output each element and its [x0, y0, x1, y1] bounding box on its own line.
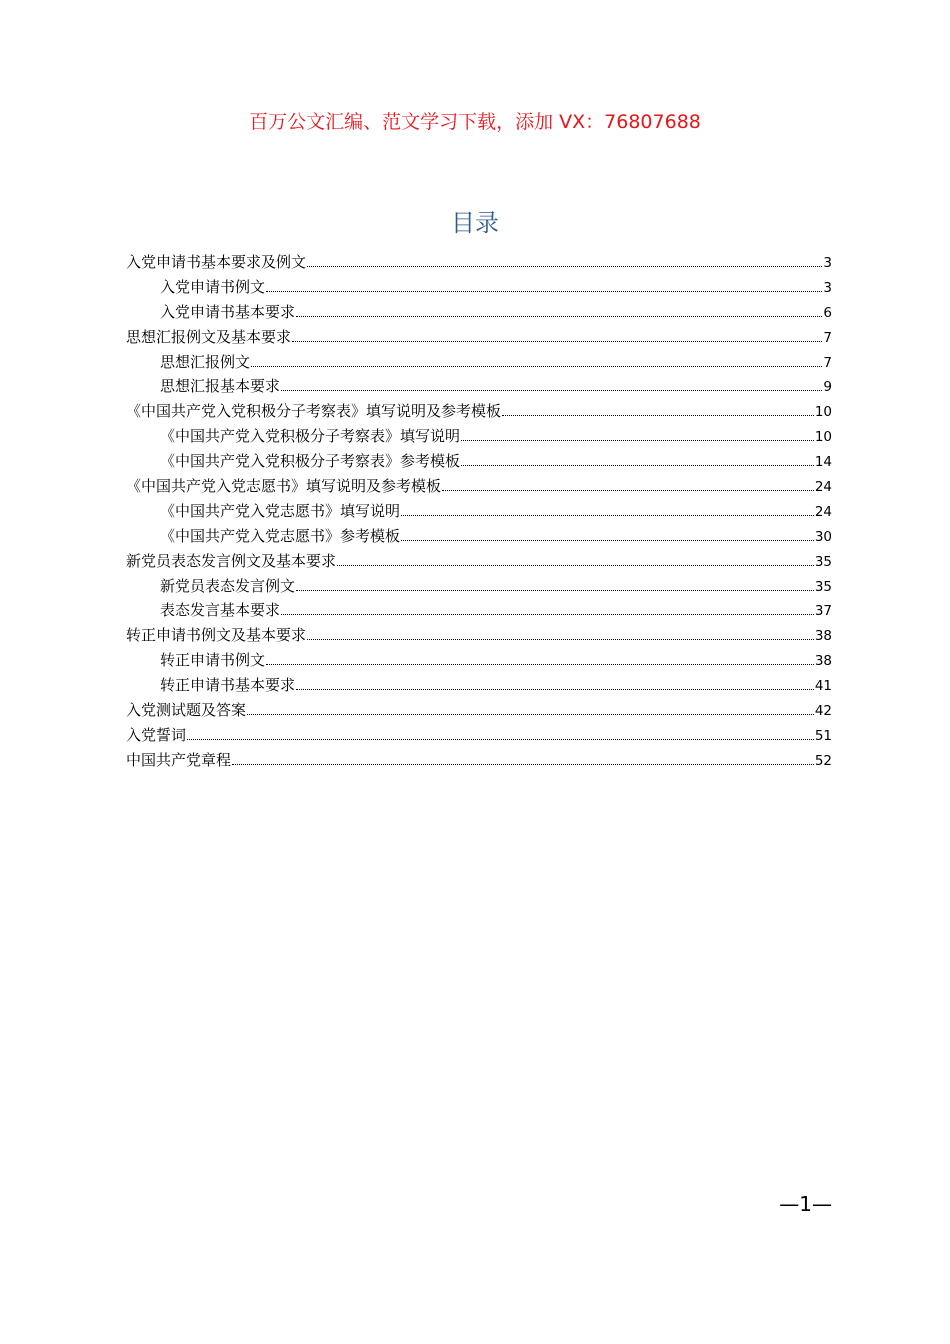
toc-entry-text: 入党申请书基本要求及例文	[126, 253, 307, 271]
toc-entry-text: 转正申请书基本要求	[160, 676, 296, 695]
toc-dot-leader	[292, 340, 822, 342]
toc-entry-text: 入党申请书例文	[160, 277, 266, 296]
toc-entry[interactable]	[126, 748, 832, 773]
toc-entry-page: 42	[814, 703, 832, 720]
toc-entry-page: 6	[823, 304, 832, 321]
toc-entry[interactable]	[126, 474, 832, 499]
toc-entry-page: 30	[814, 528, 832, 545]
toc-entry[interactable]	[126, 325, 832, 350]
toc-dot-leader	[296, 315, 822, 317]
toc-entry[interactable]	[126, 549, 832, 574]
toc-subentry[interactable]	[126, 374, 832, 399]
toc-entry[interactable]	[126, 698, 832, 723]
toc-entry-page: 38	[814, 628, 832, 645]
toc-dot-leader	[281, 389, 822, 391]
toc-entry-text: 《中国共产党入党志愿书》填写说明及参考模板	[126, 477, 442, 496]
toc-entry-page: 52	[814, 752, 832, 769]
toc-entry-page: 10	[814, 404, 832, 421]
toc-entry[interactable]	[126, 399, 832, 424]
toc-subentry[interactable]	[126, 424, 832, 449]
toc-entry-page: 35	[814, 578, 832, 595]
toc-subentry[interactable]	[126, 673, 832, 698]
toc-dot-leader	[266, 663, 814, 665]
toc-dot-leader	[281, 613, 814, 615]
toc-entry-page: 38	[814, 653, 832, 670]
toc-subentry[interactable]	[126, 275, 832, 300]
toc-entry-page: 14	[814, 454, 832, 471]
toc-entry-text: 《中国共产党入党积极分子考察表》填写说明	[160, 427, 461, 446]
toc-entry-page: 7	[823, 354, 832, 371]
toc-entry-page: 3	[823, 279, 832, 296]
toc-entry-text: 表态发言基本要求	[160, 601, 281, 620]
toc-entry-text: 入党测试题及答案	[126, 701, 247, 720]
toc-dot-leader	[247, 713, 814, 715]
toc-subentry[interactable]	[126, 350, 832, 375]
toc-entry-text: 《中国共产党入党积极分子考察表》填写说明及参考模板	[126, 402, 502, 421]
toc-dot-leader	[296, 688, 814, 690]
toc-entry-text: 《中国共产党入党志愿书》参考模板	[160, 526, 401, 545]
toc-entry-page: 24	[814, 503, 832, 520]
toc-entry-text: 中国共产党章程	[126, 750, 232, 769]
toc-entry-text: 入党誓词	[126, 725, 187, 744]
toc-entry-text: 思想汇报例文	[160, 352, 251, 371]
toc-subentry[interactable]	[126, 449, 832, 474]
toc-entry-text: 新党员表态发言例文及基本要求	[126, 551, 337, 570]
toc-dot-leader	[502, 414, 814, 416]
header-banner: 百万公文汇编、范文学习下载，添加 VX：76807688	[249, 111, 701, 133]
toc-dot-leader	[296, 589, 814, 591]
toc-subentry[interactable]	[126, 598, 832, 623]
toc-subentry[interactable]	[126, 648, 832, 673]
toc-dot-leader	[307, 638, 814, 640]
toc-entry[interactable]	[126, 723, 832, 748]
toc-entry-text: 转正申请书例文	[160, 651, 266, 670]
toc-title: 目录	[451, 209, 499, 237]
toc-entry-text: 新党员表态发言例文	[160, 576, 296, 595]
toc-entry[interactable]	[126, 623, 832, 648]
toc-entry-page: 9	[823, 379, 832, 396]
toc-entry-text: 思想汇报例文及基本要求	[126, 327, 292, 346]
toc-entry-page: 24	[814, 479, 832, 496]
page-number: —1—	[779, 1192, 832, 1216]
toc-entry-page: 3	[823, 255, 832, 271]
toc-entry-page: 10	[814, 429, 832, 446]
toc-dot-leader	[442, 489, 814, 491]
toc-dot-leader	[337, 564, 814, 566]
toc-dot-leader	[461, 439, 814, 441]
toc-entry-page: 41	[814, 678, 832, 695]
toc-entry-text: 思想汇报基本要求	[160, 377, 281, 396]
toc-dot-leader	[307, 265, 822, 267]
toc-entry-text: 《中国共产党入党志愿书》填写说明	[160, 501, 401, 520]
toc-dot-leader	[266, 290, 822, 292]
toc-entry-text: 转正申请书例文及基本要求	[126, 626, 307, 645]
toc-entry-page: 7	[823, 329, 832, 346]
toc-entry-text: 入党申请书基本要求	[160, 302, 296, 321]
toc-entry-page: 37	[814, 603, 832, 620]
toc-entry-page: 51	[814, 727, 832, 744]
toc-subentry[interactable]	[126, 499, 832, 524]
toc-entry-text: 《中国共产党入党积极分子考察表》参考模板	[160, 452, 461, 471]
toc-dot-leader	[251, 365, 822, 367]
toc-entry-page: 35	[814, 553, 832, 570]
toc-dot-leader	[461, 464, 814, 466]
toc-dot-leader	[187, 738, 814, 740]
toc-dot-leader	[401, 539, 814, 541]
toc-subentry[interactable]	[126, 300, 832, 325]
toc-entry[interactable]	[126, 250, 832, 275]
table-of-contents	[126, 250, 832, 773]
toc-dot-leader	[401, 514, 814, 516]
toc-subentry[interactable]	[126, 524, 832, 549]
toc-subentry[interactable]	[126, 574, 832, 599]
toc-dot-leader	[232, 763, 814, 765]
